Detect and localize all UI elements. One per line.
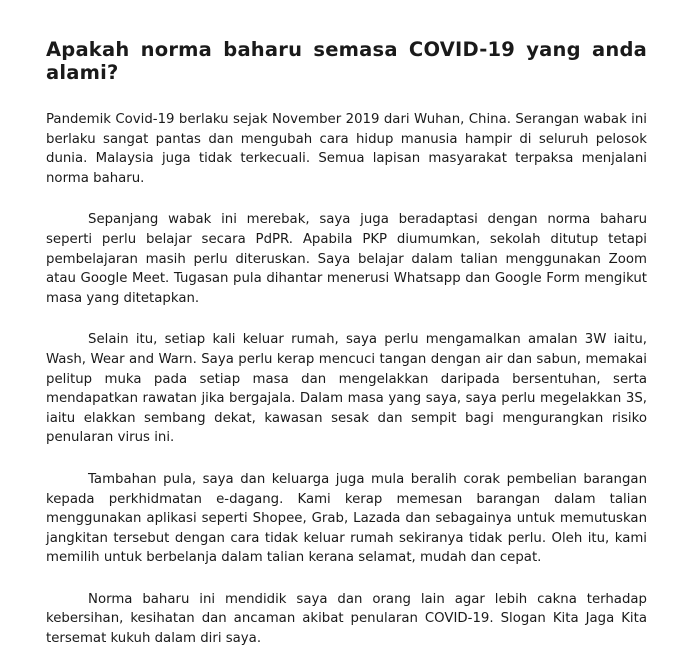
paragraph-online-learning: Sepanjang wabak ini merebak, saya juga beradaptasi dengan norma baharu seperti perlu belajar secara PdPR. Apabila PKP diumumkan, sekolah ditutup tetapi pembelajaran masih perlu diteruskan. Saya belajar dalam talian menggunakan Zoom atau Google Meet. Tugasan pula dihantar menerusi Whatsapp dan Google Form mengikut masa yang ditetapkan. xyxy=(46,212,647,306)
document-title: Apakah norma baharu semasa COVID-19 yang anda alami? xyxy=(46,38,647,84)
paragraph-e-commerce: Tambahan pula, saya dan keluarga juga mula beralih corak pembelian barangan kepada perkhidmatan e-dagang. Kami kerap memesan barangan dalam talian menggunakan aplikasi seperti Shopee, Grab, Lazada dan sebagainya untuk memutuskan jangkitan tersebut dengan cara tidak keluar rumah sekiranya tidak perlu. Oleh itu, kami memilih untuk berbelanja dalam talian kerana selamat, mudah dan cepat. xyxy=(46,471,647,566)
paragraph-health-practices: Selain itu, setiap kali keluar rumah, saya perlu mengamalkan amalan 3W iaitu, Wash, Wear and Warn. Saya perlu kerap mencuci tangan dengan air dan sabun, memakai pelitup muka pada setiap masa dan mengelakkan daripada bersentuhan, serta mendapatkan rawatan jika bergajala. Dalam masa yang saya, saya perlu megelakkan 3S, iaitu elakkan sembang dekat, kawasan sesak dan sempit bagi mengurangkan risiko penularan virus ini. xyxy=(46,332,647,446)
document-body xyxy=(46,110,647,649)
paragraph-conclusion: Norma baharu ini mendidik saya dan orang lain agar lebih cakna terhadap kebersihan, kesihatan dan ancaman akibat penularan COVID-19. Slogan Kita Jaga Kita tersemat kukuh dalam diri saya. xyxy=(46,591,647,647)
paragraph-intro: Pandemik Covid-19 berlaku sejak November 2019 dari Wuhan, China. Serangan wabak ini berlaku sangat pantas dan mengubah cara hidup manusia hampir di seluruh pelosok dunia. Malaysia juga tidak terkecuali. Semua lapisan masyarakat terpaksa menjalani norma baharu. xyxy=(46,112,647,186)
